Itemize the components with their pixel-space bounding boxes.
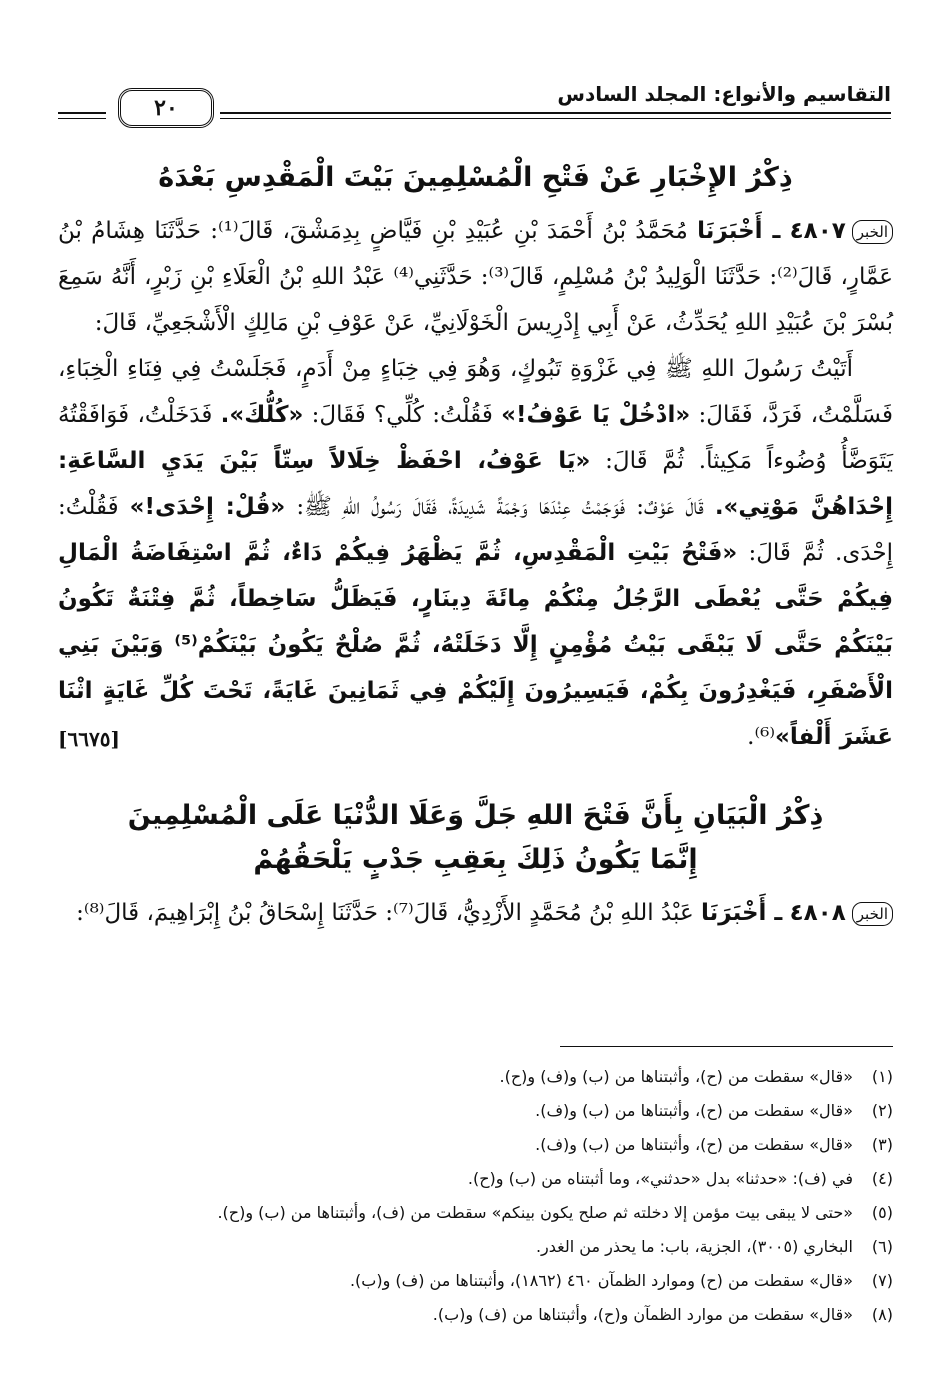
- footnote-divider: [560, 1046, 893, 1047]
- footnote: (٦)البخاري (٣٠٠٥)، الجزية، باب: ما يحذر من الغدر.: [535, 1237, 893, 1256]
- hadith-number: ٤٨٠٨: [789, 900, 846, 926]
- footnote: (١)«قال» سقطت من (ح)، وأثبتناها من (ب) و(ف) و(ح).: [499, 1067, 893, 1086]
- akhbarana-label: ـ أَخْبَرَنَا: [697, 218, 781, 244]
- footnote: (٧)«قال» سقطت من (ح) وموارد الظمآن ٤٦٠ (١٨٦٢)، وأثبتناها من (ف) و(ب).: [349, 1271, 893, 1290]
- footnote: (٨)«قال» سقطت من موارد الظمآن و(ح)، وأثبتناها من (ف) و(ب).: [432, 1305, 893, 1324]
- matn-4807: أَتَيْتُ رَسُولَ اللهِ ﷺ فِي غَزْوَةِ تَبُوكٍ، وَهُوَ فِي خِبَاءٍ مِنْ أَدَمٍ، فَجَلَسْتُ فِي فِنَاءِ الْخِبَاءِ، فَسَلَّمْتُ، فَرَدَّ، فَقَالَ: «ادْخُلْ يَا عَوْفُ!» فَقُلْتُ: كُلِّي؟ فَقَالَ: «كُلُّكَ». فَدَخَلْتُ، فَوَافَقْتُهُ يَتَوَضَّأُ وُضُوءاً مَكِيثاً. ثُمَّ قَالَ: «يَا عَوْفُ، احْفَظْ خِلَالاً سِتّاً بَيْنَ يَدَيِ السَّاعَةِ: إِحْدَاهُنَّ مَوْتِي». قَالَ عَوْفٌ: فَوَجَمْتُ عِنْدَهَا وَجْمَةً شَدِيدَةً، فَقَالَ رَسُولُ اللهِ ﷺ: «قُلْ: إِحْدَى!» فَقُلْتُ: إِحْدَى. ثُمَّ قَالَ: «فَتْحُ بَيْتِ الْمَقْدِسِ، ثُمَّ يَظْهَرُ فِيكُمْ دَاءٌ، ثُمَّ اسْتِفَاضَةُ الْمَالِ فِيكُمْ حَتَّى يُعْطَى الرَّجُلُ مِنْكُمْ مِائَةَ دِينَارٍ، فَيَظَلُّ سَاخِطاً، ثُمَّ فِتْنَةٌ تَكُونُ بَيْنَكُمْ حَتَّى لَا يَبْقَى بَيْتُ مُؤْمِنٍ إِلَّا دَخَلَتْهُ، ثُمَّ صُلْحٌ يَكُونُ بَيْنَكُمْ⁽⁵⁾ وَبَيْنَ بَنِي الْأَصْفَرِ، فَيَغْدِرُونَ بِكُمْ، فَيَسِيرُونَ إِلَيْكُمْ فِي ثَمَانِينَ غَايَةً، تَحْتَ كُلِّ غَايَةٍ اثْنَا عَشَرَ أَلْفاً»⁽⁶⁾. [٦٦٧٥]: [58, 346, 893, 760]
- hadith-4808: [58, 890, 893, 936]
- isnad-text: عَبْدُ اللهِ بْنُ مُحَمَّدٍ الأَزْدِيُّ، قَالَ⁽⁷⁾: حَدَّثَنَا إِسْحَاقُ بْنُ إِبْرَاهِيمَ، قَالَ⁽⁸⁾:: [76, 900, 694, 926]
- khabar-badge-icon: الخبر: [852, 902, 893, 926]
- running-title: التقاسيم والأنواع: المجلد السادس: [557, 82, 891, 106]
- section-heading-1: ذِكْرُ الإِخْبَارِ عَنْ فَتْحِ الْمُسْلِمِينَ بَيْتَ الْمَقْدِسِ بَعْدَهُ: [158, 162, 793, 193]
- footnote: (٥)«حتى لا يبقى بيت مؤمن إلا دخلته ثم صلح يكون بينكم» سقطت من (ف)، وأثبتناها من (ب) و(ح).: [217, 1203, 893, 1222]
- section-heading-2: ذِكْرُ الْبَيَانِ بِأَنَّ فَتْحَ اللهِ جَلَّ وَعَلَا الدُّنْيَا عَلَى الْمُسْلِمِينَ إِنَّمَا يَكُونُ ذَلِكَ بِعَقِبِ جَدْبٍ يَلْحَقُهُمْ: [127, 800, 824, 875]
- footnote: (٣)«قال» سقطت من (ح)، وأثبتناها من (ب) و(ف).: [535, 1135, 893, 1154]
- isnad-text: مُحَمَّدُ بْنُ أَحْمَدَ بْنِ عُبَيْدِ بْنِ فَيَّاضٍ بِدِمَشْقَ، قَالَ⁽¹⁾: حَدَّثَنَا هِشَامُ بْنُ عَمَّارٍ، قَالَ⁽²⁾: حَدَّثَنَا الْوَلِيدُ بْنُ مُسْلِمٍ، قَالَ⁽³⁾: حَدَّثَنِي⁽⁴⁾ عَبْدُ اللهِ بْنُ الْعَلَاءِ بْنِ زَبْرٍ، أَنَّهُ سَمِعَ بُسْرَ بْنَ عُبَيْدِ اللهِ يُحَدِّثُ، عَنْ أَبِي إِدْرِيسَ الْخَوْلَانِيِّ، عَنْ عَوْفِ بْنِ مَالِكٍ الْأَشْجَعِيِّ، قَالَ:: [58, 218, 894, 336]
- akhbarana-label: ـ أَخْبَرَنَا: [700, 900, 783, 926]
- hadith-number: ٤٨٠٧: [789, 218, 846, 244]
- page-header: [58, 78, 891, 138]
- hadith-4807: [58, 208, 893, 346]
- reference-number: [٦٦٧٥]: [58, 727, 120, 751]
- khabar-badge-icon: الخبر: [852, 220, 893, 244]
- footnotes: [58, 1060, 893, 1332]
- page-number: ٢٠: [118, 88, 214, 128]
- page-body: [58, 150, 893, 936]
- footnote: (٤)في (ف): «حدثنا» بدل «حدثني»، وما أثبتناه من (ب) و(ح).: [467, 1169, 893, 1188]
- footnote: (٢)«قال» سقطت من (ح)، وأثبتناها من (ب) و(ف).: [535, 1101, 893, 1120]
